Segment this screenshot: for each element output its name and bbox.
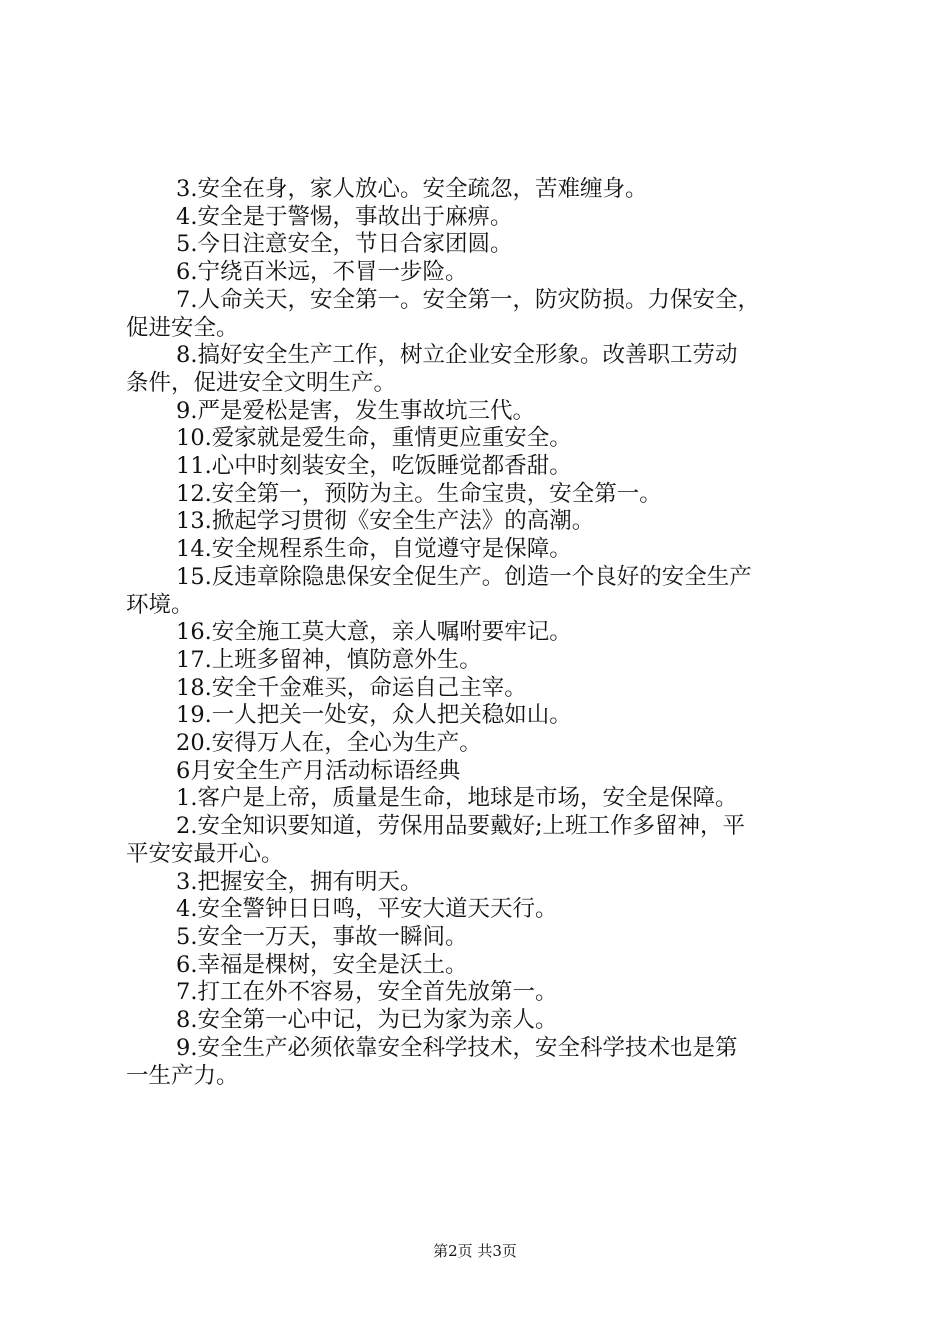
text-line: 5.今日注意安全，节日合家团圆。 — [176, 231, 513, 258]
text-line: 12.安全第一，预防为主。生命宝贵，安全第一。 — [176, 480, 662, 507]
text-line: 4.安全警钟日日鸣，平安大道天天行。 — [176, 896, 558, 923]
text-line: 19.一人把关一处安，众人把关稳如山。 — [176, 702, 572, 729]
text-line: 13.掀起学习贯彻《安全生产法》的高潮。 — [176, 508, 595, 535]
text-line: 6.幸福是棵树，安全是沃土。 — [176, 951, 468, 978]
text-line: 14.安全规程系生命，自觉遵守是保障。 — [176, 536, 572, 563]
text-line: 6月安全生产月活动标语经典 — [176, 757, 461, 784]
text-line: 8.安全第一心中记，为已为家为亲人。 — [176, 1007, 558, 1034]
text-line: 6.宁绕百米远，不冒一步险。 — [176, 259, 468, 286]
text-line: 环境。 — [126, 591, 194, 618]
text-line: 平安安最开心。 — [126, 840, 284, 867]
text-line: 一生产力。 — [126, 1062, 239, 1089]
text-line: 促进安全。 — [126, 314, 239, 341]
text-line: 3.把握安全，拥有明天。 — [176, 868, 423, 895]
text-line: 18.安全千金难买，命运自己主宰。 — [176, 674, 527, 701]
text-line: 7.人命关天，安全第一。安全第一，防灾防损。力保安全， — [176, 286, 760, 313]
text-line: 17.上班多留神，慎防意外生。 — [176, 646, 482, 673]
text-line: 15.反违章除隐患保安全促生产。创造一个良好的安全生产 — [176, 563, 752, 590]
text-line: 9.安全生产必须依靠安全科学技术，安全科学技术也是第 — [176, 1034, 738, 1061]
text-line: 9.严是爱松是害，发生事故坑三代。 — [176, 397, 535, 424]
text-line: 20.安得万人在，全心为生产。 — [176, 730, 482, 757]
text-line: 1.客户是上帝，质量是生命，地球是市场，安全是保障。 — [176, 785, 738, 812]
text-line: 4.安全是于警惕，事故出于麻痹。 — [176, 203, 513, 230]
text-line: 8.搞好安全生产工作，树立企业安全形象。改善职工劳动 — [176, 342, 738, 369]
text-line: 7.打工在外不容易，安全首先放第一。 — [176, 979, 558, 1006]
text-line: 10.爱家就是爱生命，重情更应重安全。 — [176, 425, 572, 452]
text-line: 3.安全在身，家人放心。安全疏忽，苦难缠身。 — [176, 176, 648, 202]
text-line: 条件，促进安全文明生产。 — [126, 369, 397, 396]
text-line: 16.安全施工莫大意，亲人嘱咐要牢记。 — [176, 619, 572, 646]
document-body — [126, 176, 838, 1090]
text-line: 11.心中时刻装安全，吃饭睡觉都香甜。 — [176, 453, 572, 480]
page-footer: 第2页 共3页 — [433, 1242, 517, 1260]
text-line: 2.安全知识要知道，劳保用品要戴好;上班工作多留神，平 — [176, 813, 746, 840]
text-line: 5.安全一万天，事故一瞬间。 — [176, 923, 468, 950]
